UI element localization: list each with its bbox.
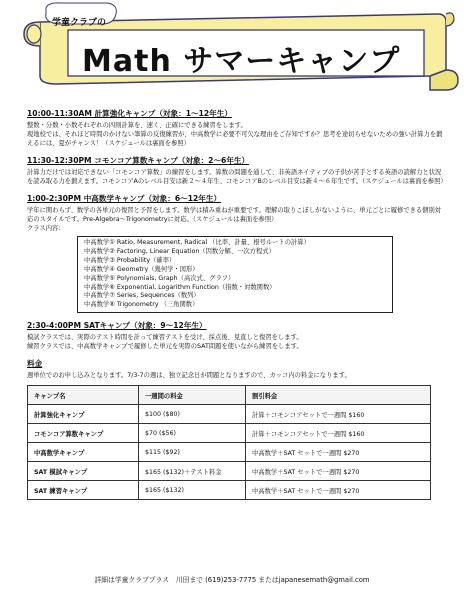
fees-title: 料金 [27, 359, 43, 369]
section-text: 整数・分数・小数それぞれの四則計算を、速く、正確にできる練習をします。 [27, 122, 247, 129]
class-item: 中高数学⑥ Exponential, Logarithm Function（指数・対数関数） [84, 283, 276, 291]
table-row [28, 424, 431, 443]
fee-table-header-row [28, 386, 431, 405]
header-banner [0, 0, 464, 100]
camp-name-cell: SAT 模試キャンプ [28, 462, 139, 481]
weekly-fee-cell: $100 ($80) [139, 405, 246, 424]
section-text: 現地校では、それほど時間のかけない筆算の反復練習が、中高数学に必要不可欠な理由をご存知ですか？思考を途切らせないための強い計算力を鍛えるには、夏がチャンス！（スケジュールは裏面を参照） [27, 131, 443, 147]
fees-note: 週単位でのお申し込みとなります。7/3-7の週は、独立記念日が間題となりますので、カッコ内の料金になります。 [27, 372, 351, 380]
table-row [28, 405, 431, 424]
table-row [28, 462, 431, 481]
section-high-school-math-camp [27, 193, 447, 313]
camp-name-cell: 計算強化キャンプ [28, 405, 139, 424]
page-title: Math サマーキャンプ [82, 44, 401, 79]
club-label: 学童クラブの [52, 18, 107, 28]
class-item: 中高数学④ Geometry（幾何学・図形） [84, 265, 199, 273]
discount-fee-cell: 計算＋コモンコアセットで一週間 $160 [246, 405, 431, 424]
fee-table-header: キャンプ名 [28, 386, 139, 405]
section-title: 2:30-4:00PM SATキャンプ（対象：9～12年生） [27, 321, 207, 331]
fee-table [27, 385, 431, 500]
class-item: 中高数学⑤ Polynomials, Graph（高次式、グラフ） [84, 274, 235, 282]
weekly-fee-cell: $70 ($56) [139, 424, 246, 443]
section-title: 10:00-11:30AM 計算強化キャンプ（対象：1～12年生） [27, 109, 232, 118]
camp-name-cell: SAT 練習キャンプ [28, 481, 139, 500]
section-text: 計算力だけでは対応できない「コモンコア算数」の練習をします。算数の問題を通して、非英語ネイティブの子供が苦手とする英語の読解力と状況を読み取る力を鍛えます。コモンコアAのレベル目安は新２～４年生、コモンコアBのレベル目安は新４～６年生です。（スケジュールは裏面を参照） [27, 169, 447, 185]
class-item: 中高数学③ Probability（確率） [84, 256, 176, 264]
class-list-box [77, 236, 393, 313]
class-item: 中高数学② Factoring, Linear Equation（因数分解、一次方程式） [84, 247, 275, 255]
discount-fee-cell: 中高数学＋SAT セットで一週間 $270 [246, 481, 431, 500]
section-sat-camp [27, 320, 447, 351]
camp-name-cell: コモンコア算数キャンプ [28, 424, 139, 443]
class-list-label: クラス内容： [27, 225, 65, 232]
weekly-fee-cell: $115 ($92) [139, 443, 246, 462]
section-text: 模試クラスでは、実際のテスト時間を計って練習テストを受け、採点後、見直しと復習をします。 [27, 334, 303, 342]
discount-fee-cell: 計算＋コモンコアセットで一週間 $160 [246, 424, 431, 443]
section-text: 学年に関わらず、数学の各単元の復習と予習をします。数学は積み重ねが重要です。理解の取りこぼしがないように、単元ごとに履修できる個別対応のスタイルです。Pre-Algebra～Trigonometryに対応。（スケジュールは裏面を参照） [27, 207, 442, 223]
weekly-fee-cell: $165 ($132)＋テスト料金 [139, 462, 246, 481]
section-calculation-camp [27, 108, 447, 148]
fee-table-header: 一週間の料金 [139, 386, 246, 405]
section-fees [27, 358, 447, 500]
section-title: 1:00-2:30PM 中高数学キャンプ（対象：6～12年生） [27, 194, 222, 203]
section-common-core-camp [27, 155, 447, 186]
section-text: 練習クラスでは、中高数学キャンプで履修した単元を実際のSAT問題を使いながら練習をします。 [27, 343, 303, 351]
contact-footer: 詳細は学童クラブプラス 川田まで (619)253-7775 またはjapanesemath@gmail.com [94, 576, 370, 584]
fee-table-header: 割引料金 [246, 386, 431, 405]
discount-fee-cell: 中高数学＋SAT セットで一週間 $270 [246, 462, 431, 481]
camp-name-cell: 中高数学キャンプ [28, 443, 139, 462]
table-row [28, 481, 431, 500]
section-title: 11:30-12:30PM コモンコア算数キャンプ（対象：2～6年生） [27, 156, 250, 165]
class-item: 中高数学⑧ Trigonometry （三角関数） [84, 301, 199, 309]
weekly-fee-cell: $165 ($132) [139, 481, 246, 500]
class-item: 中高数学① Ratio, Measurement, Radical （比率、計量、根号ルートの計算） [84, 239, 310, 246]
main-content [27, 108, 447, 507]
discount-fee-cell: 中高数学＋SAT セットで一週間 $270 [246, 443, 431, 462]
table-row [28, 443, 431, 462]
class-item: 中高数学⑦ Series, Sequences（数列） [84, 292, 200, 300]
